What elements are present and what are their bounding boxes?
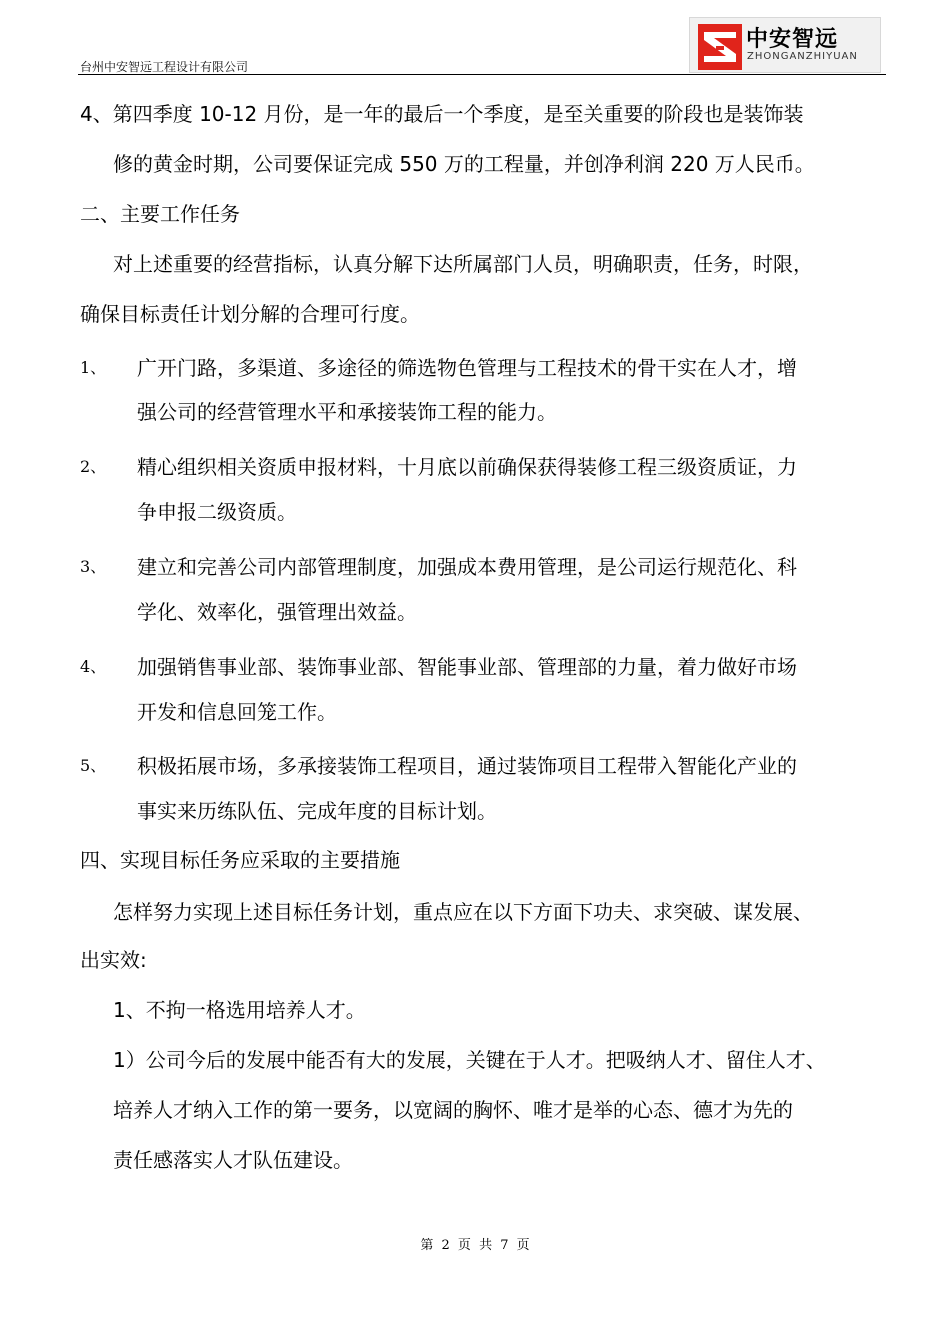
task-line-2: 争申报二级资质。 (137, 500, 297, 524)
footer-ye-2: 页 (516, 1238, 530, 1253)
footer-page-number: 2 (441, 1238, 450, 1253)
logo-english-text: ZHONGANZHIYUAN (747, 51, 858, 62)
section-2-intro-line-1: 对上述重要的经营指标，认真分解下达所属部门人员，明确职责，任务，时限， (113, 252, 813, 276)
section-2-intro-line-2: 确保目标责任计划分解的合理可行度。 (80, 302, 420, 326)
task-number: 4、 (80, 657, 107, 676)
task-number: 2、 (80, 457, 107, 476)
task-number: 5、 (80, 756, 107, 775)
subsection-1-para-line-1: 1）公司今后的发展中能否有大的发展，关键在于人才。把吸纳人才、留住人才、 (113, 1048, 826, 1072)
company-logo (689, 17, 881, 73)
logo-chinese-text: 中安智远 (746, 27, 839, 52)
task-line-1: 加强销售事业部、装饰事业部、智能事业部、管理部的力量，着力做好市场 (137, 655, 797, 679)
task-line-2: 强公司的经营管理水平和承接装饰工程的能力。 (137, 400, 557, 424)
q4-line-2: 修的黄金时期，公司要保证完成 550 万的工程量，并创净利润 220 万人民币。 (113, 152, 815, 176)
task-line-2: 学化、效率化，强管理出效益。 (137, 600, 417, 624)
page-footer (0, 1234, 950, 1253)
task-line-1: 积极拓展市场，多承接装饰工程项目，通过装饰项目工程带入智能化产业的 (137, 754, 797, 778)
footer-total-pages: 7 (500, 1238, 509, 1253)
footer-di: 第 (420, 1238, 434, 1253)
section-2-title: 二、主要工作任务 (80, 202, 240, 226)
header-divider (78, 74, 886, 75)
subsection-1-para-line-2: 培养人才纳入工作的第一要务，以宽阔的胸怀、唯才是举的心态、德才为先的 (113, 1098, 793, 1122)
q4-line-1: 4、第四季度 10-12 月份，是一年的最后一个季度，是至关重要的阶段也是装饰装 (80, 102, 804, 126)
footer-gong: 共 (479, 1238, 493, 1253)
task-number: 3、 (80, 557, 107, 576)
task-number: 1、 (80, 358, 107, 377)
subsection-1-para-line-3: 责任感落实人才队伍建设。 (113, 1148, 353, 1172)
logo-mark-icon (698, 24, 742, 70)
task-line-1: 精心组织相关资质申报材料，十月底以前确保获得装修工程三级资质证，力 (137, 455, 797, 479)
section-4-title: 四、实现目标任务应采取的主要措施 (80, 848, 400, 872)
task-line-2: 开发和信息回笼工作。 (137, 700, 337, 724)
task-line-2: 事实来历练队伍、完成年度的目标计划。 (137, 799, 497, 823)
task-line-1: 建立和完善公司内部管理制度，加强成本费用管理，是公司运行规范化、科 (137, 555, 797, 579)
footer-ye: 页 (457, 1238, 471, 1253)
section-4-intro-line-1: 怎样努力实现上述目标任务计划，重点应在以下方面下功夫、求突破、谋发展、 (113, 900, 813, 924)
task-line-1: 广开门路，多渠道、多途径的筛选物色管理与工程技术的骨干实在人才，增 (137, 356, 797, 380)
header-company-name: 台州中安智远工程设计有限公司 (80, 60, 249, 74)
subsection-1-title: 1、不拘一格选用培养人才。 (113, 998, 366, 1022)
section-4-intro-line-2: 出实效: (80, 948, 147, 972)
